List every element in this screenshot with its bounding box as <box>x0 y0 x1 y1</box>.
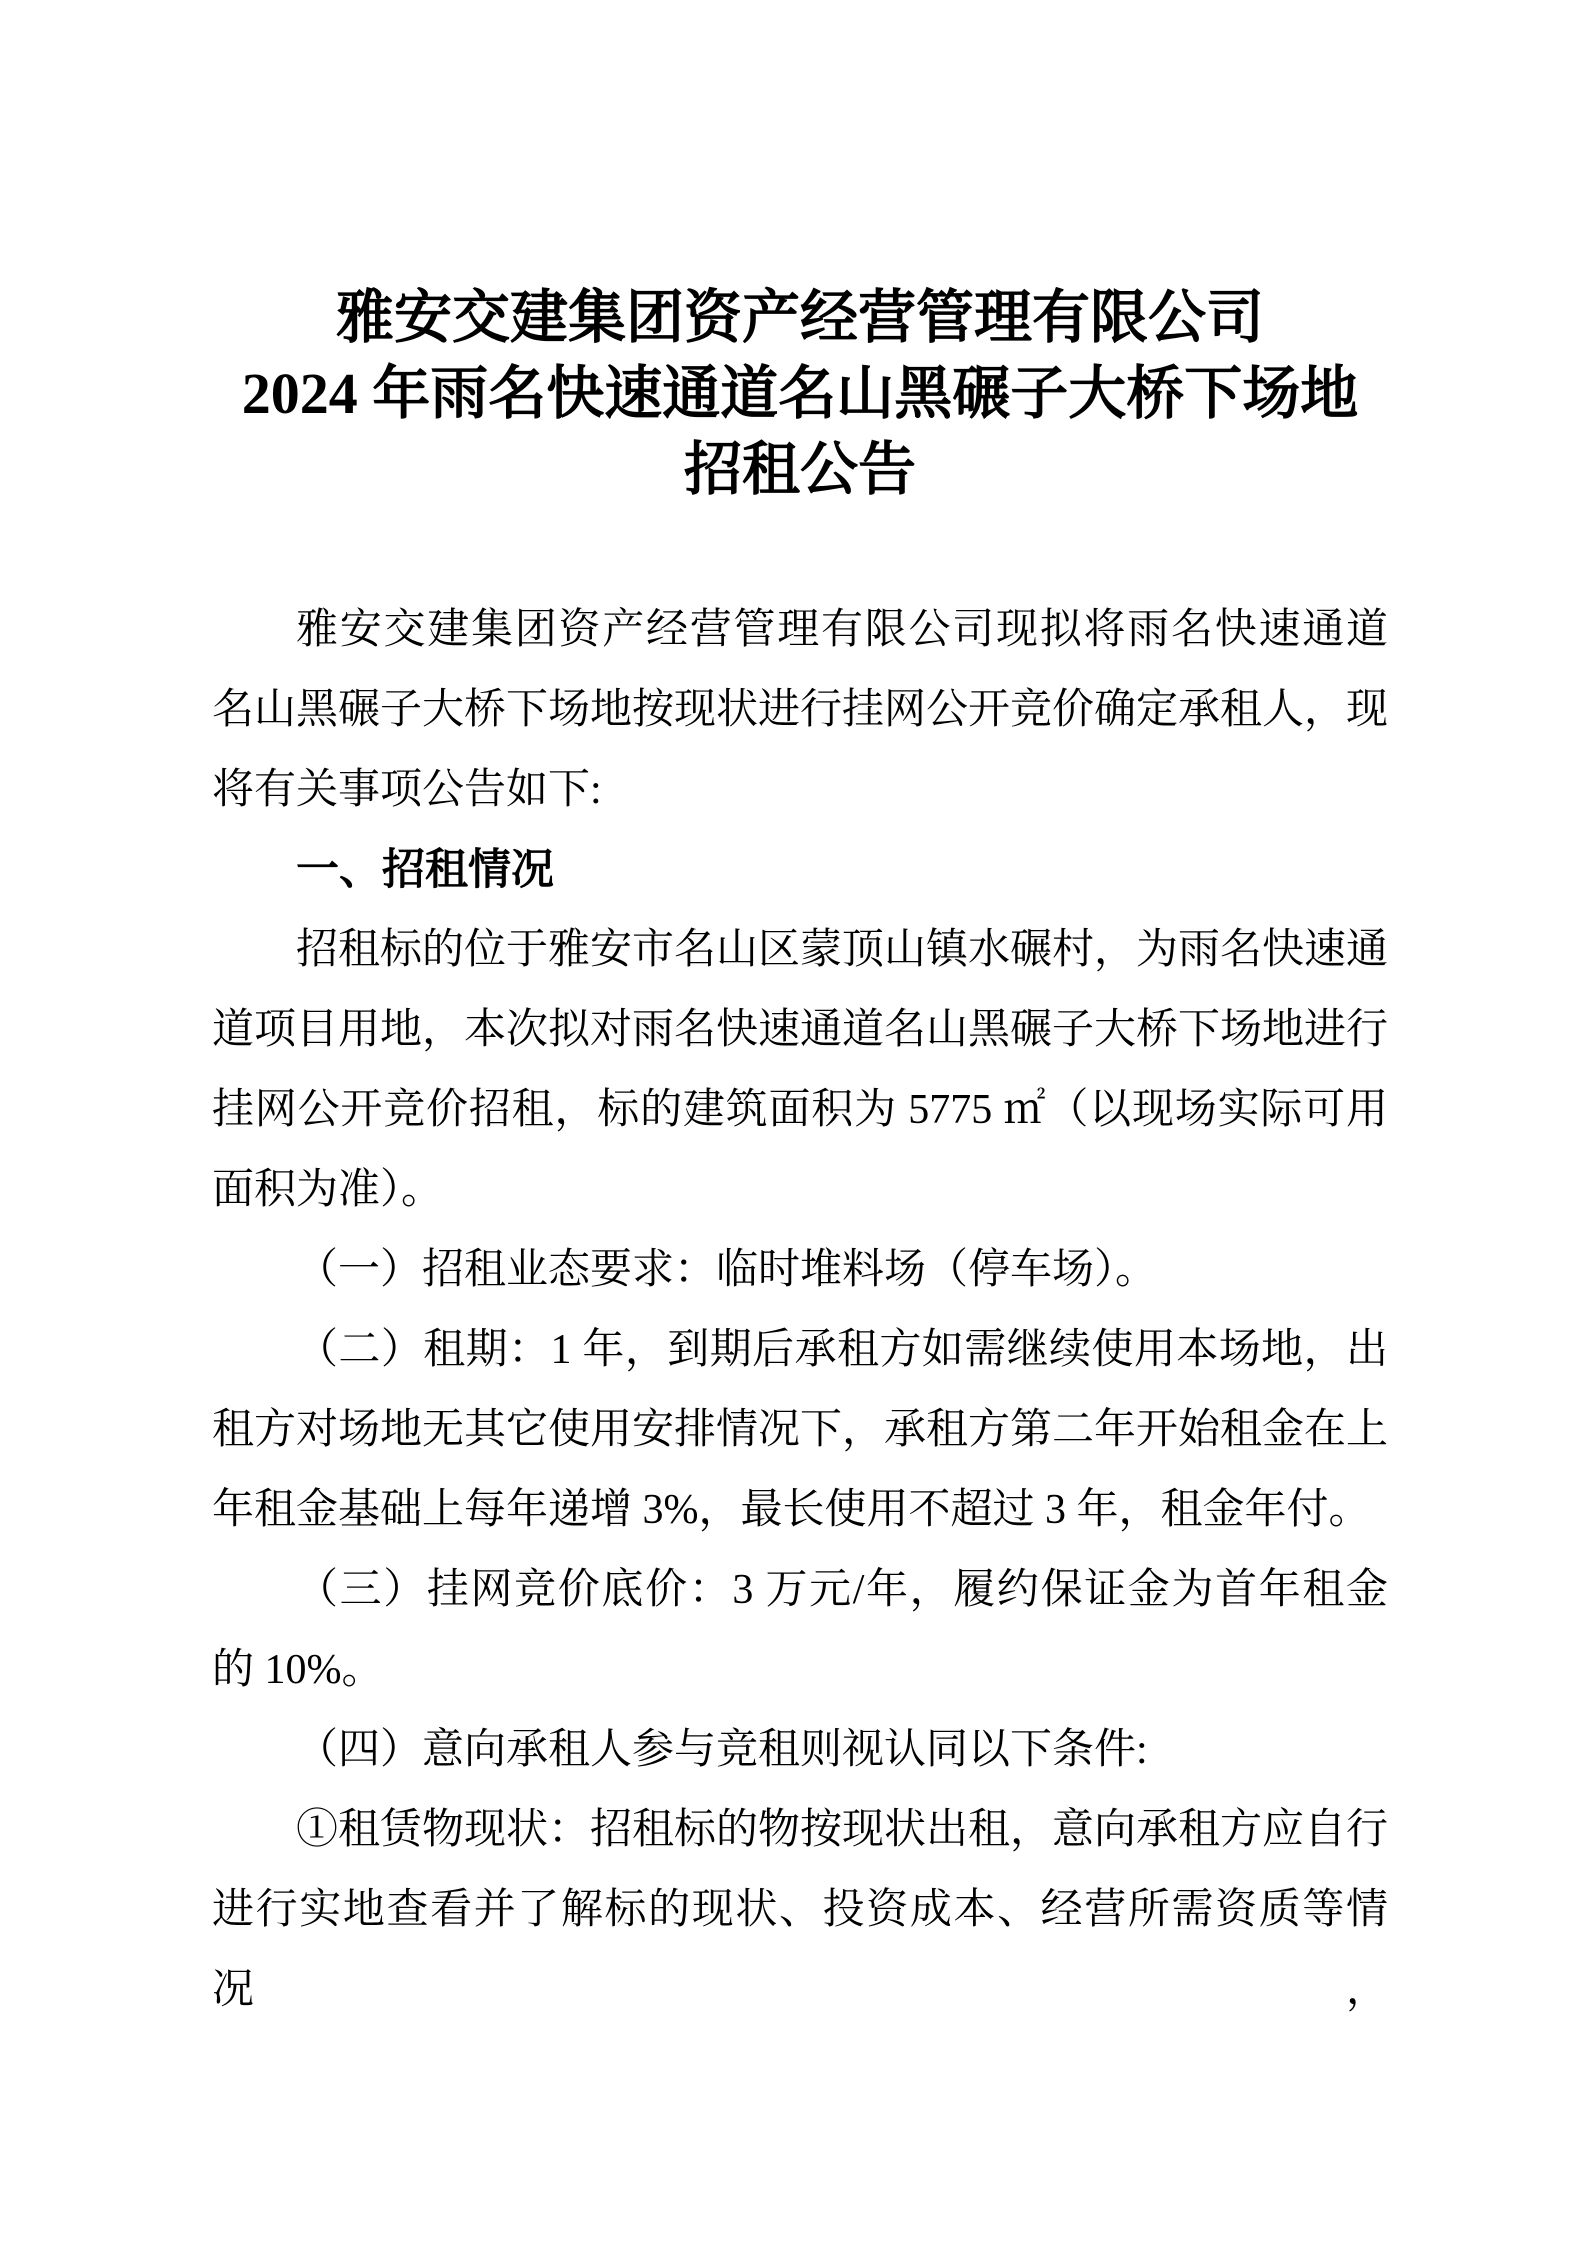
text-line: 面积为准）。 <box>212 1167 444 1213</box>
text-line: 的 10%。 <box>212 1647 384 1693</box>
text-line: 挂网公开竞价招租，标的建筑面积为 5775 ㎡（以现场实际可用 <box>212 1087 1388 1133</box>
text-line-item-4: （四）意向承租人参与竞租则视认同以下条件: <box>296 1727 1148 1773</box>
text-line: 雅安交建集团资产经营管理有限公司现拟将雨名快速通道 <box>296 607 1388 653</box>
title-line-1: 雅安交建集团资产经营管理有限公司 <box>335 285 1264 350</box>
title-line-3: 招租公告 <box>683 437 916 502</box>
text-line: 年租金基础上每年递增 3%，最长使用不超过 3 年，租金年付。 <box>212 1487 1371 1533</box>
text-line: 名山黑碾子大桥下场地按现状进行挂网公开竞价确定承租人，现 <box>212 687 1389 733</box>
document-content <box>212 280 1389 2013</box>
text-line-clause-1: ①租赁物现状：招租标的物按现状出租，意向承租方应自行 <box>296 1807 1389 1853</box>
text-line: 将有关事项公告如下: <box>212 767 602 813</box>
text-line: 租方对场地无其它使用安排情况下，承租方第二年开始租金在上 <box>212 1407 1389 1453</box>
title-line-2: 2024 年雨名快速通道名山黑碾子大桥下场地 <box>241 361 1359 426</box>
text-line: 进行实地查看并了解标的现状、投资成本、经营所需资质等情况， <box>212 1887 1388 2013</box>
text-line-item-2: （二）租期：1 年，到期后承租方如需继续使用本场地，出 <box>296 1327 1388 1373</box>
text-line: 招租标的位于雅安市名山区蒙顶山镇水碾村，为雨名快速通 <box>296 927 1389 973</box>
text-line-item-3: （三）挂网竞价底价：3 万元/年，履约保证金为首年租金 <box>296 1567 1388 1613</box>
section-heading-rental-overview: 一、招租情况 <box>296 845 554 895</box>
text-line: 道项目用地，本次拟对雨名快速通道名山黑碾子大桥下场地进行 <box>212 1007 1389 1053</box>
document-title <box>212 280 1388 508</box>
text-line-item-1: （一）招租业态要求：临时堆料场（停车场）。 <box>296 1247 1158 1293</box>
